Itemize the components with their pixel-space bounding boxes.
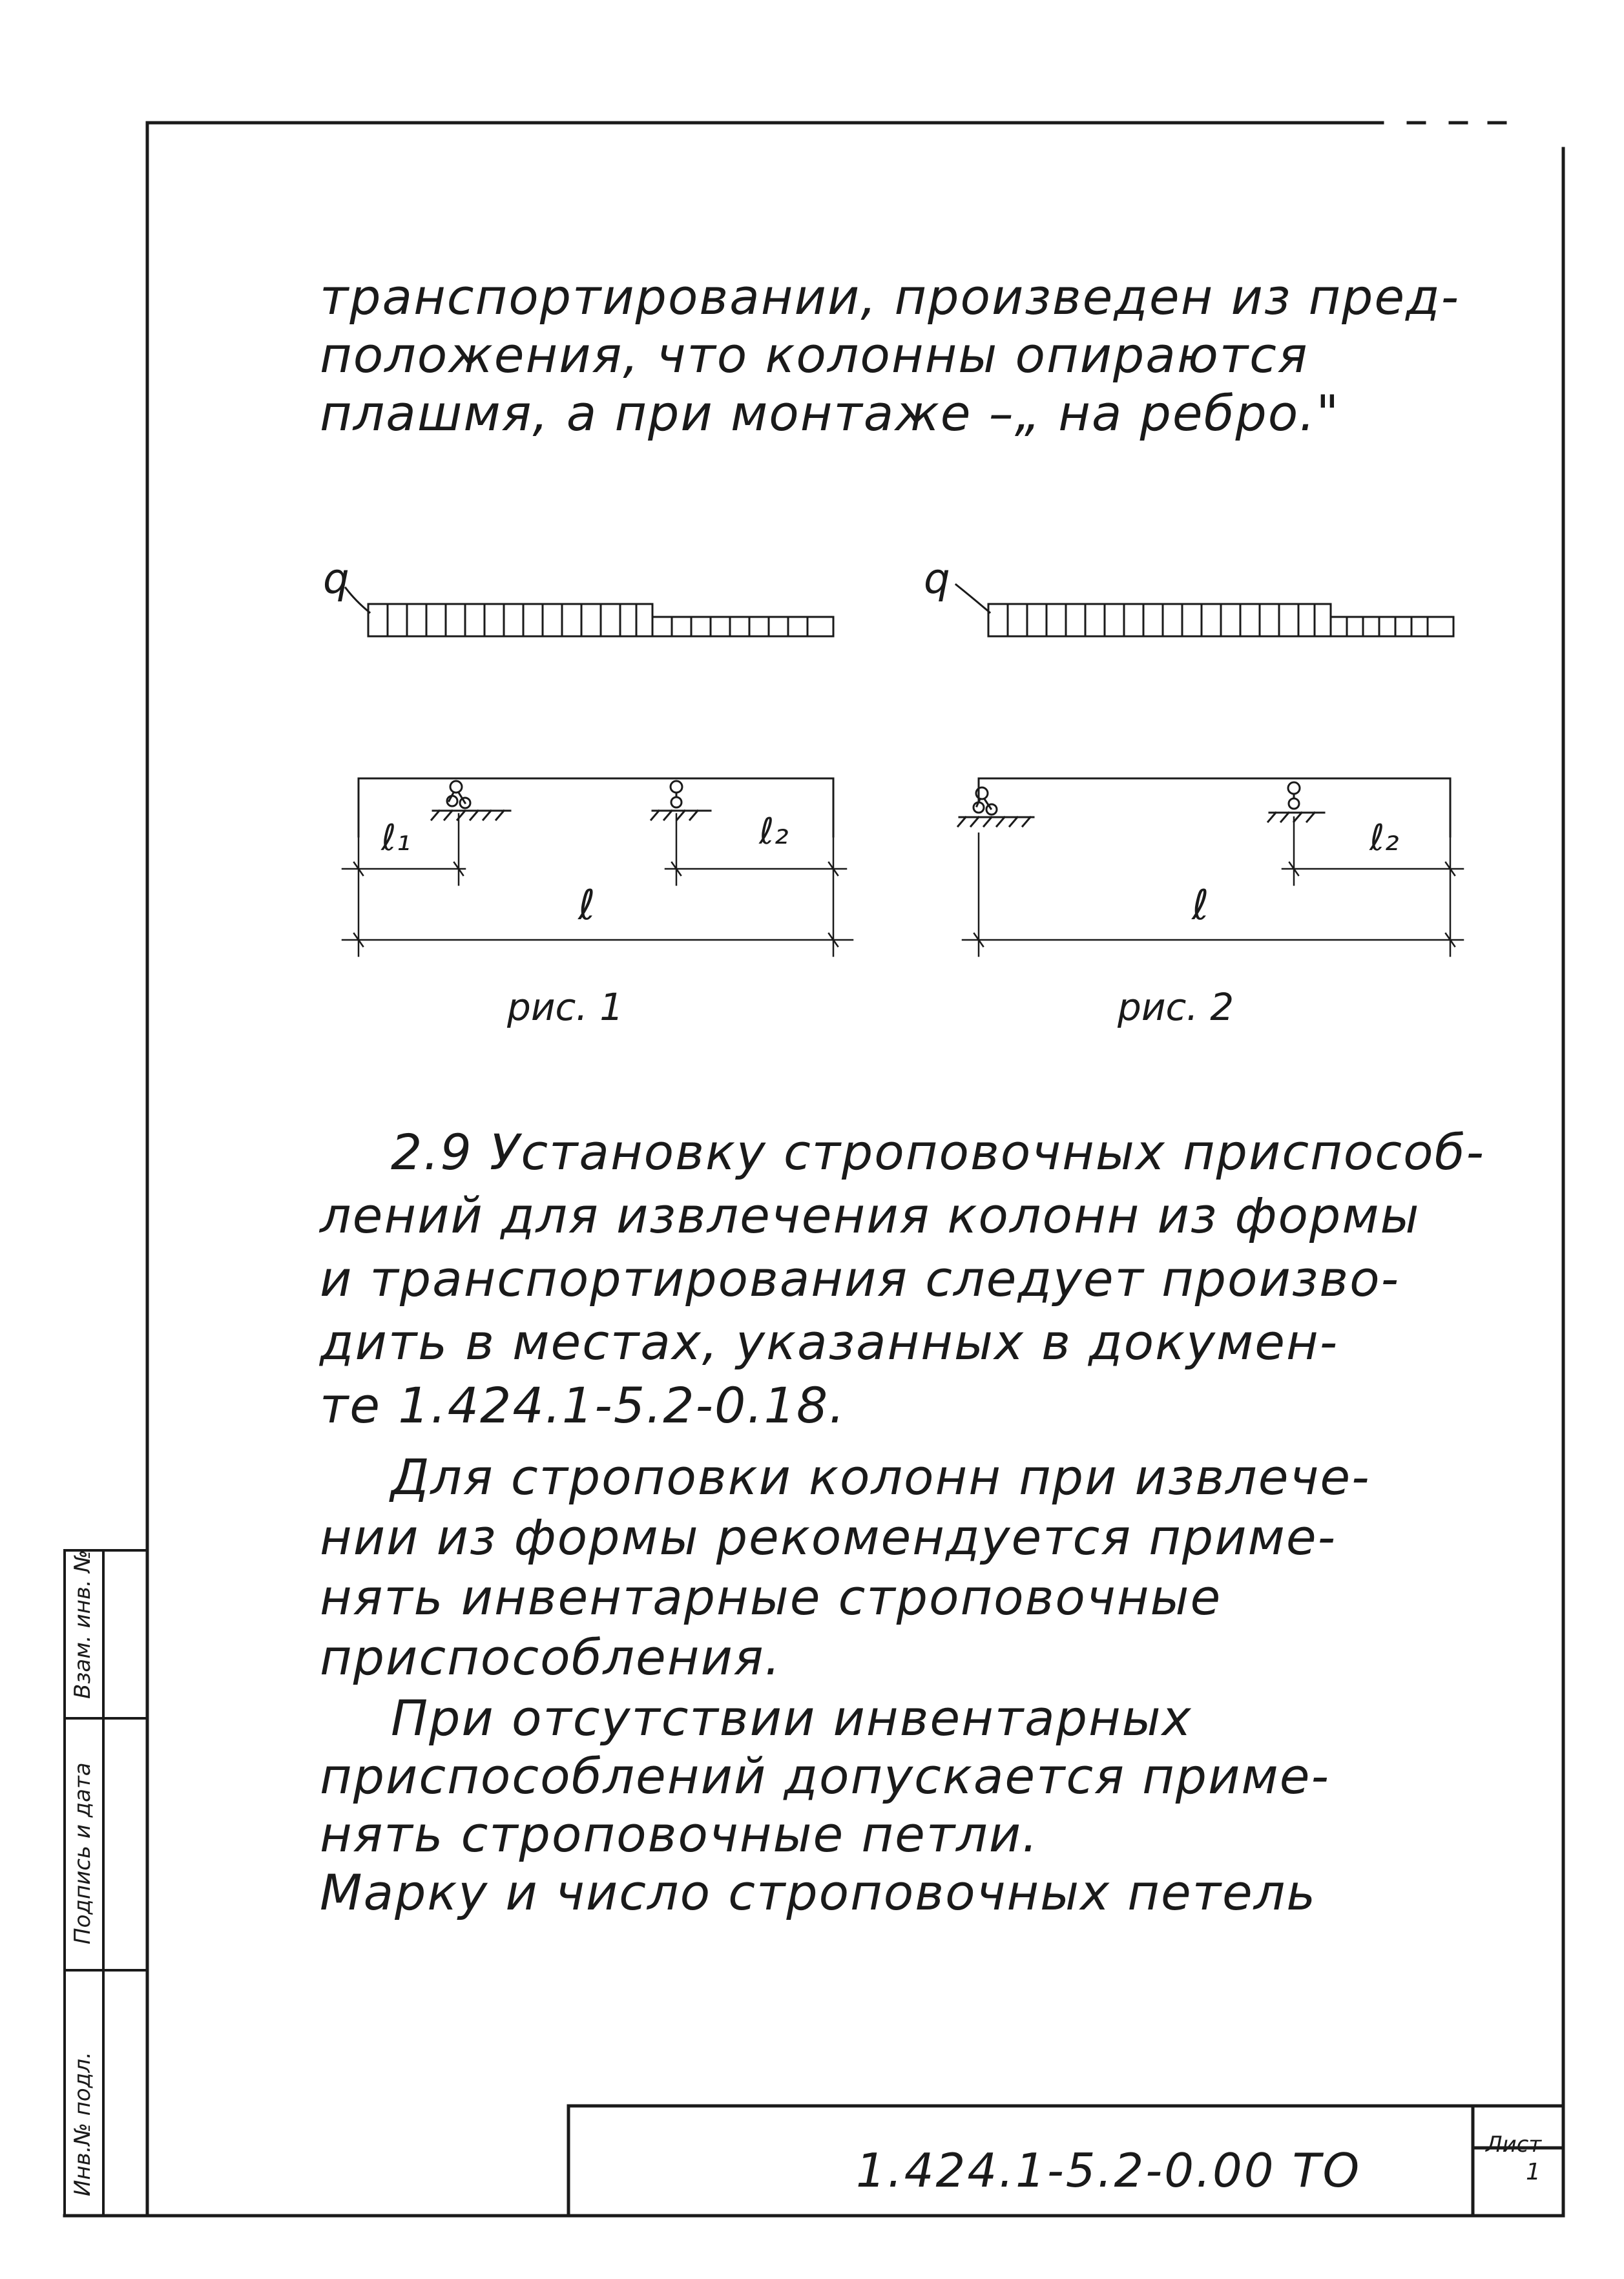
text-line: те 1.424.1-5.2-0.18. — [320, 1377, 846, 1434]
fig2-load-diagram — [956, 585, 1453, 636]
fig2-load-label: q — [924, 556, 950, 603]
stamp-inv-no-original: Инв.№ подл. — [70, 2052, 96, 2196]
text-line: Для строповки колонн при извлече- — [391, 1448, 1371, 1506]
fig2-right-dim-label: ℓ₂ — [1369, 817, 1399, 859]
text-line: Марку и число строповочных петель — [320, 1864, 1317, 1921]
fig2-span-label: ℓ — [1192, 882, 1209, 930]
stamp-signature-date: Подпись и дата — [70, 1762, 96, 1944]
text-line: нять инвентарные строповочные — [320, 1568, 1222, 1626]
text-line: положения, что колонны опираются — [320, 326, 1309, 384]
fig1-span-label: ℓ — [578, 882, 596, 930]
text-line: При отсутствии инвентарных — [391, 1689, 1192, 1747]
paragraph-2 — [320, 1447, 1508, 1687]
sheet-label: Лист — [1486, 2132, 1542, 2158]
text-line: приспособлений допускается приме- — [320, 1747, 1330, 1805]
fig1-left-dim-label: ℓ₁ — [381, 817, 411, 859]
section-2-9 — [320, 1121, 1508, 1437]
text-line: приспособления. — [320, 1629, 782, 1686]
text-line: лений для извлечения колонн из формы — [320, 1187, 1421, 1244]
text-line: дить в местах, указанных в докумен- — [320, 1313, 1339, 1371]
fig1-caption: рис. 1 — [507, 985, 624, 1029]
text-line: 2.9 Установку строповочных приспособ- — [391, 1123, 1485, 1181]
text-line: нии из формы рекомендуется приме- — [320, 1508, 1337, 1566]
fig1-load-diagram — [346, 588, 833, 636]
document-code: 1.424.1-5.2-0.00 ТО — [856, 2143, 1362, 2198]
fig1-load-label: q — [323, 556, 349, 603]
text-line: транспортировании, произведен из пред- — [320, 268, 1461, 326]
text-line: и транспортирования следует произво- — [320, 1250, 1400, 1307]
sheet-number: 1 — [1526, 2159, 1541, 2185]
fig2-caption: рис. 2 — [1118, 985, 1234, 1029]
text-line: нять строповочные петли. — [320, 1806, 1039, 1863]
fig1-right-dim-label: ℓ₂ — [759, 811, 789, 853]
paragraph-3 — [320, 1689, 1508, 1922]
stamp-replaced-inv-no: Взам. инв. № — [70, 1550, 96, 1699]
text-line: плашмя, а при монтаже –„ на ребро." — [320, 384, 1340, 442]
intro-paragraph — [320, 268, 1508, 442]
